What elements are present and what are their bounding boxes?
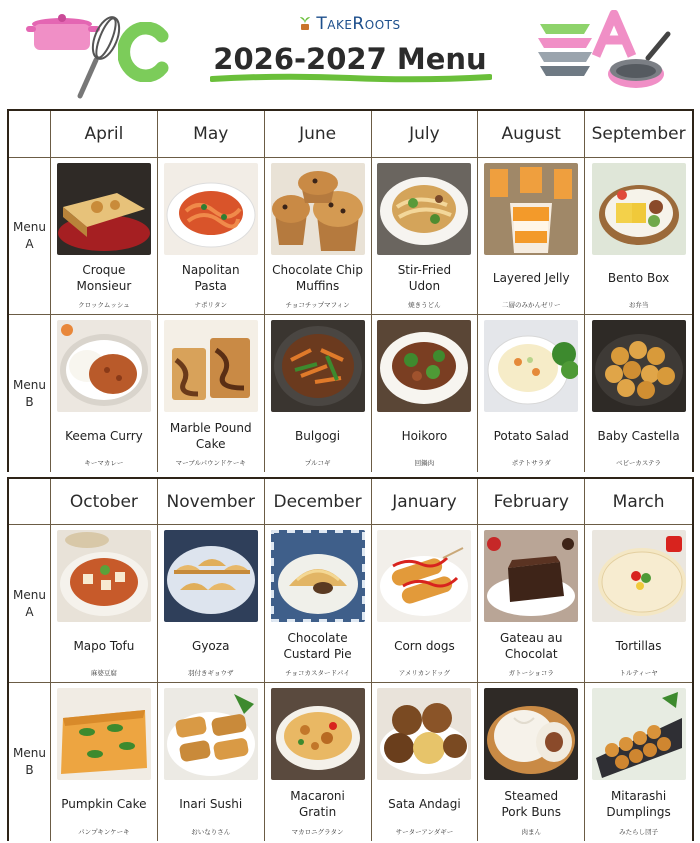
menu-table-autumn-winter [7,477,694,841]
sprout-icon [299,16,311,30]
dish-name: Bulgogi [295,428,341,443]
page-title: 2026-2027 Menu [213,42,487,76]
dish-name: Gateau au Chocolat [500,630,563,661]
menu-item [158,525,265,683]
menu-item [51,525,158,683]
tortillas-photo [592,530,686,622]
menu-item [372,315,479,472]
dish-name: Keema Curry [65,428,143,443]
napolitan-pasta-photo [164,163,258,255]
menu-item [372,525,479,683]
menu-table-spring-summer [7,109,694,472]
dish-name: Layered Jelly [492,271,570,285]
dish-name-japanese: ガトーショコラ [508,669,554,677]
row-label-menu-b: Menu B [9,315,51,472]
custard-pie-photo [271,530,365,622]
potato-salad-photo [484,320,578,412]
menu-item [478,683,585,841]
dish-name: Corn dogs [394,638,455,653]
croque-monsieur-photo [57,163,151,255]
stacked-bowls-icon [536,14,594,78]
dish-name: Bento Box [607,271,670,285]
dish-name: Croque Monsieur [76,263,132,293]
muffins-photo [271,163,365,255]
dish-name-japanese: パンプキンケーキ [78,828,130,836]
menu-item [585,525,692,683]
menu-item [158,158,265,315]
dish-name-japanese: キーマカレー [84,459,124,467]
menu-item [585,315,692,472]
dumplings-photo [592,688,686,780]
dish-name-japanese: 羽付きギョウザ [187,669,234,677]
frying-pan-icon [604,30,674,96]
menu-item [158,683,265,841]
dish-name-japanese: ナポリタン [194,301,227,309]
dish-name: Sata Andagi [388,797,461,811]
gratin-photo [271,688,365,780]
menu-item [265,315,372,472]
dish-name: Tortillas [615,638,662,653]
month-header: February [478,479,585,525]
month-header: September [585,111,692,158]
dish-name: Chocolate Chip Muffins [272,263,363,293]
dish-name: Gyoza [192,638,230,653]
dish-name-japanese: トルティーヤ [619,669,658,677]
menu-item [372,158,479,315]
dish-name: Marble Pound Cake [169,420,252,451]
dish-name: Chocolate Custard Pie [283,630,352,661]
dish-name-japanese: 麻婆豆腐 [90,669,117,677]
month-header: November [158,479,265,525]
dish-name-japanese: 肉まん [521,828,541,836]
menu-item [158,315,265,472]
dish-name: Napolitan Pasta [181,263,240,293]
mapo-tofu-photo [57,530,151,622]
dish-name-japanese: 焼きうどん [408,301,441,309]
inari-sushi-photo [164,688,258,780]
menu-item [585,158,692,315]
dish-name-japanese: チョコチップマフィン [285,301,350,309]
dish-name: Stir-Fried Udon [397,263,452,293]
menu-item [265,525,372,683]
month-header: June [265,111,372,158]
jelly-photo [484,163,578,255]
menu-item [585,683,692,841]
corner-cell [9,111,51,158]
gyoza-photo [164,530,258,622]
row-label-menu-a: Menu A [9,525,51,683]
brand-name: TakeRoots [316,14,401,34]
month-header: March [585,479,692,525]
dish-name-japanese: おいなりさん [191,828,231,836]
month-header: August [478,111,585,158]
dish-name: Potato Salad [493,428,569,443]
header [0,0,700,105]
menu-item [478,525,585,683]
dish-name-japanese: サーターアンダギー [395,828,454,836]
menu-item [51,683,158,841]
baby-castella-photo [592,320,686,412]
bento-photo [592,163,686,255]
month-header: January [372,479,479,525]
dish-name-japanese: 二層のみかんゼリー [501,301,561,309]
month-header: July [372,111,479,158]
bulgogi-photo [271,320,365,412]
dish-name: Inari Sushi [179,797,243,811]
dish-name-japanese: お弁当 [628,301,649,309]
menu-item [265,158,372,315]
corn-dogs-photo [377,530,471,622]
dish-name-japanese: プルコギ [304,459,331,467]
menu-item [372,683,479,841]
menu-item [51,158,158,315]
udon-photo [377,163,471,255]
month-header: December [265,479,372,525]
menu-item [51,315,158,472]
hoikoro-photo [377,320,471,412]
row-label-menu-b: Menu B [9,683,51,841]
dish-name-japanese: マカロニグラタン [291,828,344,836]
month-header: May [158,111,265,158]
dish-name-japanese: クロックムッシュ [78,301,130,309]
dish-name: Steamed Pork Buns [501,789,562,819]
dish-name-japanese: アメリカンドッグ [398,669,451,677]
dish-name: Mitarashi Dumplings [606,789,671,819]
dish-name-japanese: 回鍋肉 [414,459,435,467]
dish-name: Mapo Tofu [73,638,135,653]
sata-andagi-photo [377,688,471,780]
pound-cake-photo [164,320,258,412]
menu-item [265,683,372,841]
dish-name: Macaroni Gratin [290,789,345,819]
dish-name-japanese: マーブルパウンドケーキ [175,459,246,467]
keema-curry-photo [57,320,151,412]
dish-name-japanese: ポテトサラダ [511,459,551,467]
month-header: October [51,479,158,525]
menu-item [478,158,585,315]
pork-buns-photo [484,688,578,780]
gateau-photo [484,530,578,622]
menu-item [478,315,585,472]
dish-name: Pumpkin Cake [61,797,147,811]
dish-name: Baby Castella [597,428,680,443]
row-label-menu-a: Menu A [9,158,51,315]
pumpkin-cake-photo [57,688,151,780]
title-underline [210,73,492,83]
dish-name: Hoikoro [401,428,448,443]
dish-name-japanese: チョコカスタードパイ [285,669,350,677]
corner-cell [9,479,51,525]
dish-name-japanese: ベビーカステラ [616,459,662,467]
month-header: April [51,111,158,158]
dish-name-japanese: みたらし団子 [619,828,659,836]
